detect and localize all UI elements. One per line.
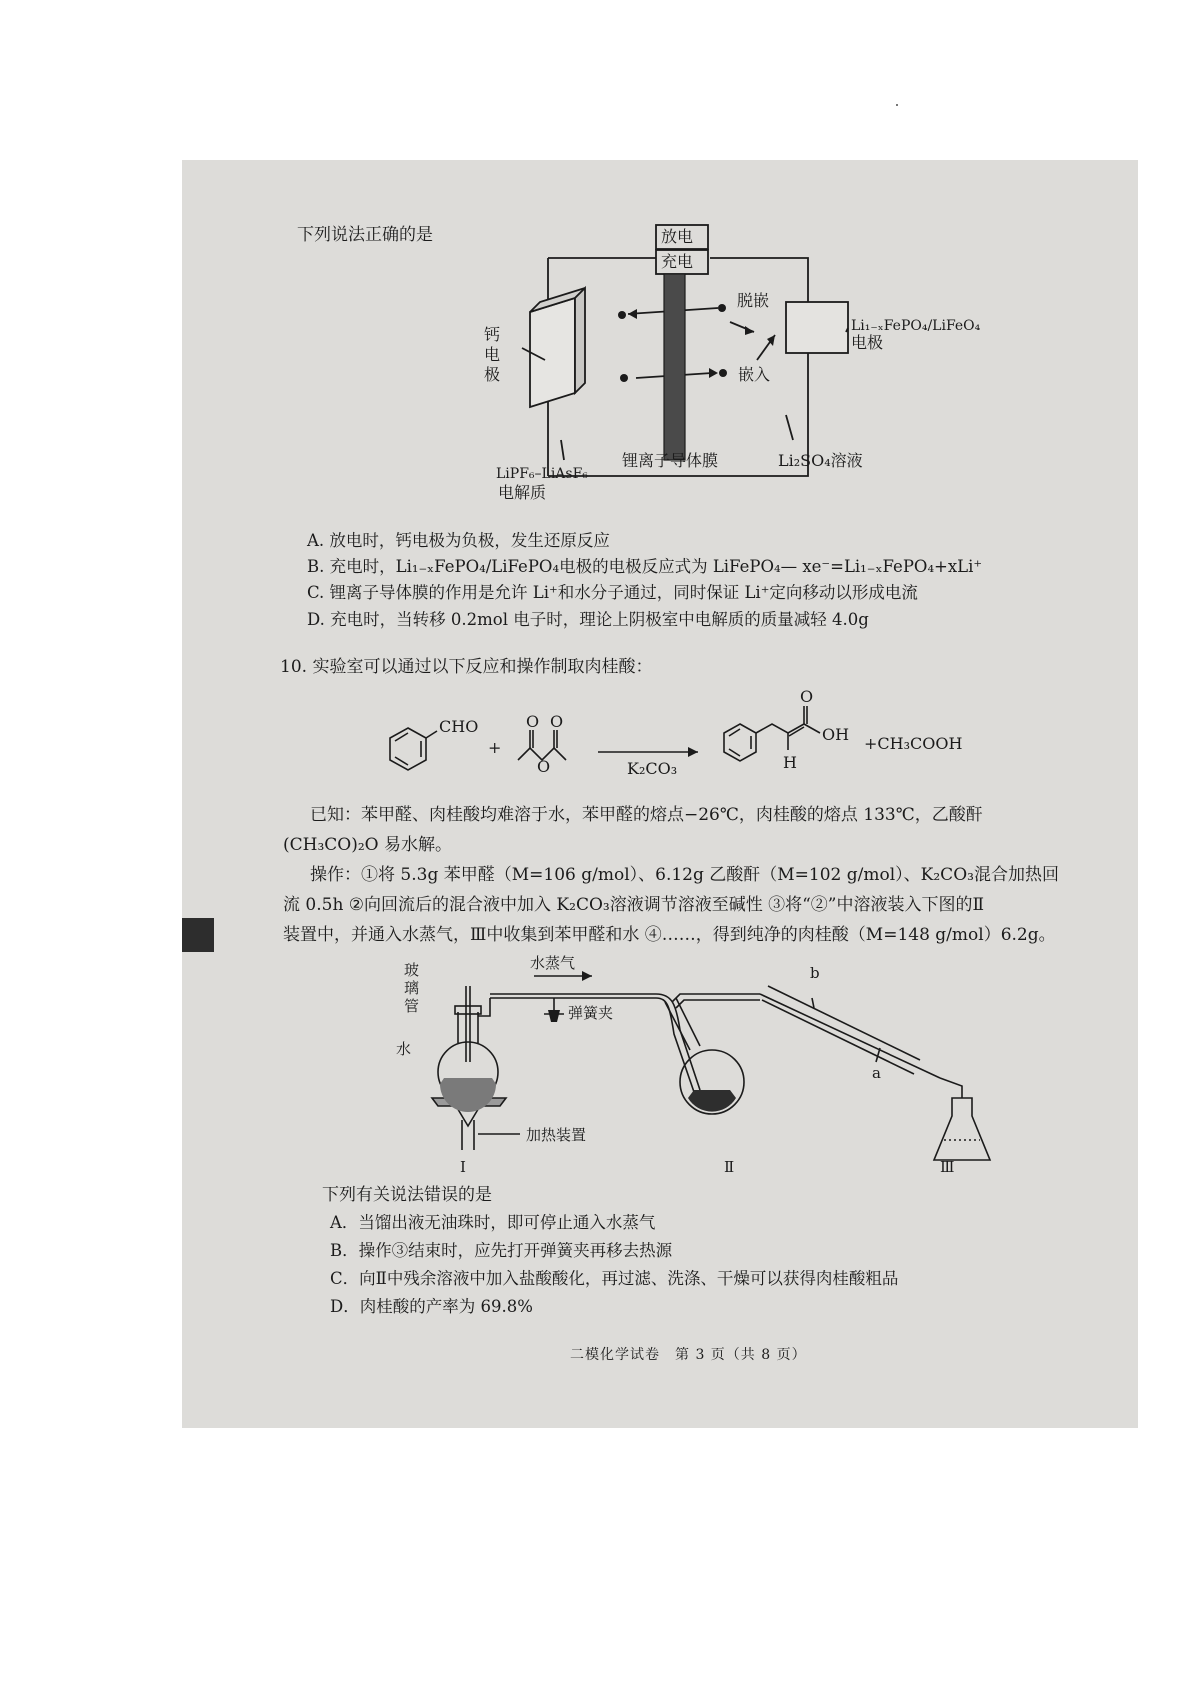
q10-option-b: B．操作③结束时，应先打开弹簧夹再移去热源	[330, 1241, 673, 1260]
steam-label: 水蒸气	[530, 954, 576, 972]
distillation-apparatus	[0, 950, 1200, 1180]
glass-tube-label-3: 管	[404, 997, 420, 1015]
heater-label: 加热装置	[526, 1126, 587, 1144]
apparatus-label-1: Ⅰ	[460, 1158, 466, 1176]
q10-option-c: C．向Ⅱ中残余溶液中加入盐酸酸化，再过滤、洗涤、干燥可以获得肉桂酸粗品	[330, 1269, 899, 1288]
inlet-a-label: a	[872, 1064, 881, 1082]
q10-op-1: 操作：①将 5.3g 苯甲醛（M=106 g/mol）、6.12g 乙酸酐（M=102 g/mol）、K₂CO₃混合加热回	[310, 865, 1059, 885]
q10-op-3: 装置中，并通入水蒸气，Ⅲ中收集到苯甲醛和水 ④……，得到纯净的肉桂酸（M=148 g/mol）6.2g。	[283, 925, 1056, 945]
cho-label: CHO	[439, 717, 479, 736]
anhydride-o-2: O	[550, 712, 564, 731]
battery-diagram	[0, 0, 1200, 520]
q9-option-a: A. 放电时，钙电极为负极，发生还原反应	[307, 531, 610, 550]
q10-known-2: (CH₃CO)₂O 易水解。	[283, 835, 453, 855]
anhydride-o-1: O	[526, 712, 540, 731]
glass-tube-label-1: 玻	[404, 961, 420, 979]
discharge-label: 放电	[661, 227, 694, 246]
calcium-electrode-label-3: 极	[484, 365, 501, 384]
calcium-electrode-label-2: 电	[484, 345, 501, 364]
anhydride-o-bridge: O	[537, 757, 551, 776]
q10-stem: 10. 实验室可以通过以下反应和操作制取肉桂酸：	[280, 657, 653, 677]
calcium-electrode-label-1: 钙	[484, 325, 501, 344]
intercalation-label: 嵌入	[738, 365, 771, 384]
page-footer: 二模化学试卷 第 3 页（共 8 页）	[570, 1347, 807, 1363]
right-electrode-label: Li₁₋ₓFePO₄/LiFeO₄	[851, 318, 981, 334]
apparatus-label-3: Ⅲ	[940, 1158, 955, 1176]
charge-label: 充电	[661, 252, 694, 271]
solution-label: Li₂SO₄溶液	[778, 451, 863, 470]
electrolyte-label-2: 电解质	[498, 483, 547, 502]
q9-option-c: C. 锂离子导体膜的作用是允许 Li⁺和水分子通过，同时保证 Li⁺定向移动以形成电流	[307, 583, 918, 602]
membrane-label: 锂离子导体膜	[622, 451, 719, 470]
spring-clamp-label: 弹簧夹	[568, 1004, 614, 1022]
q10-option-a: A．当馏出液无油珠时，即可停止通入水蒸气	[330, 1213, 656, 1232]
electrolyte-label: LiPF₆–LiAsF₆	[496, 466, 588, 482]
apparatus-label-2: Ⅱ	[724, 1158, 735, 1176]
q10-option-d: D．肉桂酸的产率为 69.8%	[330, 1297, 533, 1316]
acid-oh-label: OH	[822, 725, 850, 744]
deintercalation-label: 脱嵌	[737, 291, 770, 310]
glass-tube-label-2: 璃	[404, 979, 420, 997]
acid-o-label: O	[800, 690, 814, 706]
right-electrode-label-2: 电极	[851, 333, 884, 352]
q10-op-2: 流 0.5h ②向回流后的混合液中加入 K₂CO₃溶液调节溶液至碱性 ③将“②”中溶液装入下图的Ⅱ	[283, 895, 985, 915]
q10-sub-stem: 下列有关说法错误的是	[322, 1185, 492, 1205]
water-label: 水	[396, 1040, 412, 1058]
reaction-scheme	[0, 690, 1200, 790]
q9-stem: 下列说法正确的是	[297, 225, 433, 245]
inlet-b-label: b	[810, 964, 820, 982]
q9-option-b: B. 充电时，Li₁₋ₓFePO₄/LiFePO₄电极的电极反应式为 LiFePO₄— xe⁻=Li₁₋ₓFePO₄+xLi⁺	[307, 557, 983, 576]
binder-clip-mark	[182, 918, 214, 952]
plus-sign: +	[488, 738, 502, 757]
q9-option-d: D. 充电时，当转移 0.2mol 电子时，理论上阴极室中电解质的质量减轻 4.0g	[307, 610, 869, 629]
byproduct-label: +CH₃COOH	[864, 734, 963, 753]
acid-h-label: H	[783, 753, 797, 772]
catalyst-label: K₂CO₃	[627, 759, 678, 778]
q10-known-1: 已知：苯甲醛、肉桂酸均难溶于水，苯甲醛的熔点−26℃，肉桂酸的熔点 133℃，乙酸酐	[310, 805, 983, 825]
